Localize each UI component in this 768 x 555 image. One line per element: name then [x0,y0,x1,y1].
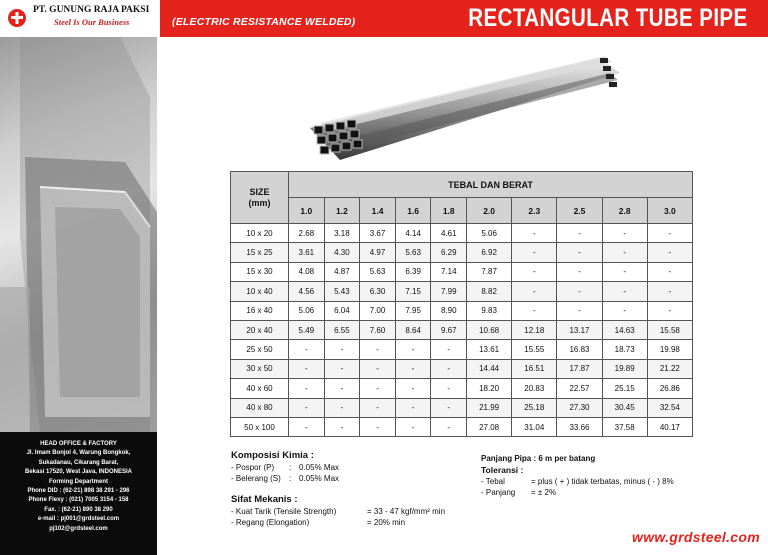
size-cell: 15 x 25 [231,243,289,262]
product-subtitle: (ELECTRIC RESISTANCE WELDED) [172,16,356,28]
weight-cell: 25.15 [602,379,647,398]
weight-cell: - [289,359,325,378]
weight-cell: - [557,282,602,301]
weight-cell: 30.45 [602,398,647,417]
weight-cell: - [512,224,557,243]
weight-cell: 6.55 [324,320,360,339]
table-row [231,340,693,359]
size-cell: 50 x 100 [231,417,289,436]
weight-cell: - [324,379,360,398]
tube-photo-illustration [0,37,157,432]
weight-cell: - [324,398,360,417]
komposisi-sep: : [289,463,292,472]
weight-cell: 14.44 [467,359,512,378]
size-cell: 40 x 60 [231,379,289,398]
weight-cell: 7.60 [360,320,396,339]
weight-cell: - [431,417,467,436]
thickness-header: 1.4 [360,198,396,224]
weight-cell: 31.04 [512,417,557,436]
weight-cell: 5.06 [467,224,512,243]
weight-cell: 15.58 [647,320,692,339]
weight-cell: 16.51 [512,359,557,378]
panjang-heading: Panjang Pipa : 6 m per batang [481,454,596,463]
weight-cell: - [360,359,396,378]
weight-cell: 9.83 [467,301,512,320]
address-line: Sukadanau, Cikarang Barat, [38,459,119,466]
weight-cell: 27.08 [467,417,512,436]
weight-cell: 6.39 [395,262,431,281]
weight-cell: 18.20 [467,379,512,398]
thickness-header: 2.8 [602,198,647,224]
weight-cell: - [395,379,431,398]
size-cell: 20 x 40 [231,320,289,339]
komposisi-item [231,473,339,484]
weight-cell: - [512,301,557,320]
tube-photo [0,37,157,432]
size-cell: 25 x 50 [231,340,289,359]
size-cell: 15 x 30 [231,262,289,281]
weight-cell: 22.57 [557,379,602,398]
weight-cell: - [360,398,396,417]
weight-cell: 3.18 [324,224,360,243]
weight-cell: 4.61 [431,224,467,243]
weight-cell: - [360,417,396,436]
weight-cell: - [647,243,692,262]
sifat-label: - Kuat Tarik (Tensile Strength) [231,507,337,516]
weight-cell: 37.58 [602,417,647,436]
weight-cell: 5.63 [395,243,431,262]
weight-cell: - [431,398,467,417]
weight-cell: - [431,379,467,398]
weight-cell: 33.66 [557,417,602,436]
weight-cell: 7.99 [431,282,467,301]
weight-cell: 7.15 [395,282,431,301]
tube-bundle-image [300,48,630,166]
sifat-value: = 33 - 47 kgf/mm² min [367,507,446,516]
weight-cell: - [289,417,325,436]
weight-cell: 3.67 [360,224,396,243]
table-row [231,417,693,436]
weight-cell: 21.22 [647,359,692,378]
address-line: Jl. Imam Bonjol 4, Warung Bongkok, [26,450,131,457]
weight-cell: 4.87 [324,262,360,281]
weight-cell: - [360,379,396,398]
weight-cell: 8.82 [467,282,512,301]
weight-cell: 5.06 [289,301,325,320]
thickness-header: 3.0 [647,198,692,224]
weight-cell: 40.17 [647,417,692,436]
weight-cell: 7.87 [467,262,512,281]
weight-cell: 6.92 [467,243,512,262]
thickness-header: 1.0 [289,198,325,224]
toleransi-item [481,476,674,487]
weight-cell: - [395,398,431,417]
table-row [231,224,693,243]
table-row [231,243,693,262]
toleransi-label: - Panjang [481,488,516,497]
weight-cell: 21.99 [467,398,512,417]
toleransi-value: = ± 2% [531,488,557,497]
weight-cell: 13.17 [557,320,602,339]
weight-cell: 5.49 [289,320,325,339]
company-slogan: Steel Is Our Business [54,17,130,27]
weight-cell: 8.64 [395,320,431,339]
table-row [231,320,693,339]
weight-cell: - [602,282,647,301]
weight-cell: - [647,262,692,281]
weight-cell: 19.98 [647,340,692,359]
toleransi-section [481,465,674,498]
sifat-heading: Sifat Mekanis : [231,494,298,505]
weight-cell: 13.61 [467,340,512,359]
weight-cell: - [395,359,431,378]
sifat-item [231,517,445,528]
website-link[interactable]: www.grdsteel.com [632,529,760,545]
size-cell: 40 x 80 [231,398,289,417]
weight-cell: - [602,243,647,262]
sifat-label: - Regang (Elongation) [231,518,310,527]
weight-cell: - [324,340,360,359]
header-band [0,0,768,37]
weight-cell: - [557,224,602,243]
weight-cell: 4.08 [289,262,325,281]
weight-cell: 10.68 [467,320,512,339]
weight-cell: 4.14 [395,224,431,243]
weight-cell: 17.87 [557,359,602,378]
thickness-header: 2.0 [467,198,512,224]
weight-cell: 25.18 [512,398,557,417]
logo-area [0,0,160,37]
weight-cell: 6.04 [324,301,360,320]
company-logo-icon [7,8,27,28]
weight-cell: 7.95 [395,301,431,320]
size-cell: 10 x 40 [231,282,289,301]
weight-cell: - [324,417,360,436]
toleransi-label: - Tebal [481,477,505,486]
spec-table [230,171,693,437]
weight-cell: - [647,282,692,301]
thickness-header: 1.6 [395,198,431,224]
weight-cell: 4.30 [324,243,360,262]
address-line: Forming Department [48,478,108,485]
komposisi-value: 0.05% Max [299,463,340,472]
weight-cell: - [602,301,647,320]
weight-cell: - [289,340,325,359]
size-header-label: SIZE [249,186,270,197]
thickness-header: 1.8 [431,198,467,224]
weight-cell: 26.86 [647,379,692,398]
weight-cell: - [647,301,692,320]
sifat-item [231,506,445,517]
komposisi-heading: Komposisi Kimia : [231,450,314,461]
weight-cell: 20.83 [512,379,557,398]
komposisi-sep: : [289,474,292,483]
weight-cell: - [289,379,325,398]
size-cell: 16 x 40 [231,301,289,320]
weight-cell: 19.89 [602,359,647,378]
weight-cell: 12.18 [512,320,557,339]
address-line: Fax. : (62-21) 890 38 290 [44,506,113,513]
weight-cell: 4.97 [360,243,396,262]
weight-cell: 32.54 [647,398,692,417]
komposisi-value: 0.05% Max [299,474,340,483]
weight-cell: 7.00 [360,301,396,320]
sifat-value: = 20% min [367,518,406,527]
weight-cell: 8.90 [431,301,467,320]
table-row [231,282,693,301]
komposisi-section [231,450,339,484]
weight-cell: - [512,262,557,281]
table-row [231,262,693,281]
weight-cell: 5.43 [324,282,360,301]
weight-cell: 6.29 [431,243,467,262]
weight-cell: 7.14 [431,262,467,281]
weight-cell: 14.63 [602,320,647,339]
komposisi-label: - Pospor (P) [231,463,275,472]
weight-cell: - [647,224,692,243]
thickness-header: 2.5 [557,198,602,224]
weight-cell: - [512,282,557,301]
toleransi-value: = plus ( + ) tidak terbatas, minus ( - ) 8% [531,477,674,486]
weight-cell: 6.30 [360,282,396,301]
panjang-section [481,453,595,464]
table-row [231,398,693,417]
address-line: pj102@grdsteel.com [49,525,108,532]
weight-cell: - [395,340,431,359]
toleransi-heading: Toleransi : [481,465,524,475]
weight-cell: - [512,243,557,262]
address-block [0,432,157,555]
weight-cell: - [557,262,602,281]
weight-cell: - [431,340,467,359]
thickness-header: 1.2 [324,198,360,224]
weight-cell: 5.63 [360,262,396,281]
size-cell: 30 x 50 [231,359,289,378]
address-line: Bekasi 17520, West Java, INDONESIA [25,469,132,476]
weight-cell: - [289,398,325,417]
address-line: e-mail : pj001@grdsteel.com [37,516,120,523]
komposisi-item [231,462,339,473]
company-name: PT. GUNUNG RAJA PAKSI [33,5,150,15]
sifat-section [231,494,445,528]
weight-cell: 27.30 [557,398,602,417]
weight-cell: 18.73 [602,340,647,359]
size-cell: 10 x 20 [231,224,289,243]
table-row [231,301,693,320]
weight-cell: - [395,417,431,436]
weight-cell: - [557,243,602,262]
weight-cell: - [557,301,602,320]
weight-cell: - [602,262,647,281]
komposisi-label: - Belerang (S) [231,474,281,483]
weight-cell: 4.56 [289,282,325,301]
address-line: Phone Flexy : (021) 7005 3154 - 158 [28,497,129,504]
weight-cell: 9.67 [431,320,467,339]
table-row [231,359,693,378]
weight-cell: 15.55 [512,340,557,359]
page-title: RECTANGULAR TUBE PIPE [468,4,748,32]
address-line: Phone DID : (62-21) 898 38 291 - 296 [27,488,130,495]
thickness-group-header: TEBAL DAN BERAT [289,172,693,198]
table-row [231,379,693,398]
weight-cell: 16.83 [557,340,602,359]
size-header [231,172,289,224]
weight-cell: - [324,359,360,378]
thickness-header: 2.3 [512,198,557,224]
toleransi-item [481,487,674,498]
weight-cell: 2.68 [289,224,325,243]
address-line: HEAD OFFICE & FACTORY [40,441,117,447]
weight-cell: - [360,340,396,359]
weight-cell: 3.61 [289,243,325,262]
weight-cell: - [431,359,467,378]
weight-cell: - [602,224,647,243]
size-header-unit: (mm) [248,197,271,208]
